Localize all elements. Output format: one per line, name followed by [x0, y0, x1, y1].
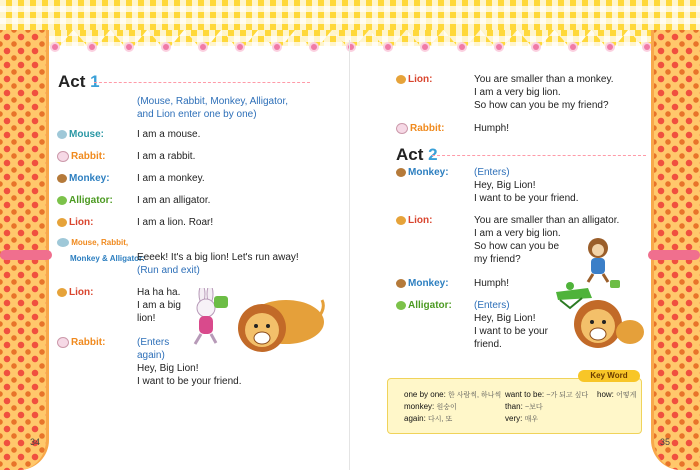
speaker-label: Rabbit: — [71, 151, 106, 162]
speaker-mouse — [57, 128, 104, 141]
rabbit-and-lion-illustration — [186, 288, 326, 368]
dialogue-line: lion! — [137, 313, 156, 324]
dialogue-line: I am a big — [137, 300, 181, 311]
speaker-label: Lion: — [69, 287, 94, 298]
speaker-alligator — [396, 299, 452, 312]
group-icon — [57, 238, 69, 247]
dialogue-line: So how can you be — [474, 241, 560, 252]
keyword-item — [505, 414, 538, 425]
speaker-label: Lion: — [408, 74, 433, 85]
keyword-term: very: — [505, 414, 523, 423]
act-2-rule — [432, 155, 646, 156]
lion-icon — [57, 218, 67, 227]
dialogue-line: Hey, Big Lion! — [474, 180, 536, 191]
alligator-icon — [396, 301, 406, 310]
flower-icon — [274, 44, 280, 50]
dialogue-line: I am a lion. Roar! — [137, 217, 214, 228]
monkey-icon — [57, 174, 67, 183]
dialogue-line: Eeeek! It's a big lion! Let's run away! — [137, 252, 299, 263]
speaker-label: Mouse, Rabbit, — [71, 238, 129, 247]
dialogue-line: friend. — [474, 339, 502, 350]
speaker-monkey — [396, 166, 449, 179]
flower-icon — [200, 44, 206, 50]
dialogue-line: I am a monkey. — [137, 173, 205, 184]
speaker-label: Monkey: — [408, 278, 449, 289]
speaker-label: Lion: — [408, 215, 433, 226]
dialogue-line: I want to be your — [474, 326, 548, 337]
flower-icon — [311, 44, 317, 50]
keyword-term: one by one: — [404, 390, 446, 399]
speaker-label: Alligator: — [69, 195, 113, 206]
flower-icon — [52, 44, 58, 50]
flower-icon — [570, 44, 576, 50]
dialogue-line: my friend? — [474, 254, 521, 265]
keyword-item — [597, 390, 636, 401]
act-number: 1 — [90, 72, 100, 91]
page-number: 34 — [30, 437, 41, 447]
keyword-item — [404, 390, 501, 401]
stage-direction: again) — [137, 350, 165, 361]
flower-icon — [496, 44, 502, 50]
mouse-icon — [57, 130, 67, 139]
speaker-label: Alligator: — [408, 300, 452, 311]
dialogue-line: Ha ha ha. — [137, 287, 181, 298]
speaker-label: Rabbit: — [410, 123, 445, 134]
keyword-meaning: 원숭이 — [436, 404, 457, 411]
act-label: Act — [396, 145, 424, 164]
keyword-meaning: 다시, 또 — [428, 416, 453, 423]
flower-icon — [422, 44, 428, 50]
keyword-term: want to be: — [505, 390, 545, 399]
speaker-label: Monkey: — [69, 173, 110, 184]
left-curtain-tie — [0, 250, 52, 260]
speaker-alligator — [57, 194, 113, 207]
keyword-item — [505, 402, 543, 413]
dialogue-line: I am an alligator. — [137, 195, 211, 206]
dialogue-line: I am a very big lion. — [474, 228, 561, 239]
keyword-term: than: — [505, 402, 523, 411]
flower-icon — [459, 44, 465, 50]
speaker-lion — [57, 216, 93, 229]
page-number: 35 — [660, 437, 671, 447]
speaker-monkey — [396, 277, 449, 290]
speaker-label: Monkey & Alligator: — [70, 254, 145, 263]
rabbit-icon — [57, 337, 69, 348]
dialogue-line: You are smaller than a monkey. — [474, 74, 614, 85]
dialogue-line: I am a mouse. — [137, 129, 201, 140]
dialogue-line: Hey, Big Lion! — [474, 313, 536, 324]
lion-icon — [396, 216, 406, 225]
flower-icon — [126, 44, 132, 50]
keyword-item — [404, 414, 452, 425]
dialogue-line: Humph! — [474, 278, 510, 289]
rabbit-icon — [396, 123, 408, 134]
lion-icon — [396, 75, 406, 84]
dialogue-line: So how can you be my friend? — [474, 100, 609, 111]
speaker-rabbit — [57, 150, 105, 163]
lion-icon — [57, 288, 67, 297]
dialogue-line: Hey, Big Lion! — [137, 363, 199, 374]
dialogue-line: I am a rabbit. — [137, 151, 196, 162]
flower-icon — [607, 44, 613, 50]
flower-icon — [237, 44, 243, 50]
flower-icon — [385, 44, 391, 50]
keyword-meaning: 매우 — [524, 416, 539, 423]
dialogue-line: I want to be your friend. — [474, 193, 579, 204]
flower-icon — [644, 44, 650, 50]
keyword-meaning: 어떻게 — [616, 392, 637, 399]
speaker-label: Mouse: — [69, 129, 104, 140]
keyword-title: Key Word — [578, 370, 640, 382]
dialogue-line: I want to be your friend. — [137, 376, 242, 387]
speaker-label: Rabbit: — [71, 337, 106, 348]
keyword-item — [404, 402, 457, 413]
monkey-icon — [396, 168, 406, 177]
flower-icon — [533, 44, 539, 50]
stage-direction: (Enters) — [474, 300, 510, 311]
stage-direction: (Run and exit) — [137, 265, 200, 276]
keyword-item — [505, 390, 588, 401]
speaker-group-line2 — [70, 252, 145, 265]
dialogue-line: You are smaller than an alligator. — [474, 215, 620, 226]
speaker-label: Monkey: — [408, 167, 449, 178]
keyword-meaning: ~보다 — [525, 404, 543, 411]
dialogue-line: Humph! — [474, 123, 510, 134]
flower-icon — [163, 44, 169, 50]
keyword-term: monkey: — [404, 402, 435, 411]
speaker-label: Lion: — [69, 217, 94, 228]
stage-direction: (Enters) — [474, 167, 510, 178]
right-curtain-tie — [648, 250, 700, 260]
act-label: Act — [58, 72, 86, 91]
monkey-icon — [396, 279, 406, 288]
act-1-rule — [94, 82, 310, 83]
keyword-meaning: 한 사람씩, 하나씩 — [448, 392, 502, 399]
monkey-alligator-lion-illustration — [548, 236, 648, 356]
keyword-term: again: — [404, 414, 426, 423]
speaker-monkey — [57, 172, 110, 185]
stage-direction: and Lion enter one by one) — [137, 109, 257, 120]
speaker-group — [57, 238, 128, 248]
flower-icon — [89, 44, 95, 50]
act-number: 2 — [428, 145, 438, 164]
speaker-lion — [396, 214, 432, 227]
speaker-rabbit — [57, 336, 105, 349]
speaker-rabbit — [396, 122, 444, 135]
page-spine — [349, 40, 350, 470]
rabbit-icon — [57, 151, 69, 162]
keyword-meaning: ~가 되고 싶다 — [546, 392, 589, 399]
speaker-lion — [396, 73, 432, 86]
dialogue-line: I am a very big lion. — [474, 87, 561, 98]
keyword-term: how: — [597, 390, 614, 399]
stage-direction: (Enters — [137, 337, 170, 348]
alligator-icon — [57, 196, 67, 205]
speaker-lion — [57, 286, 93, 299]
stage-direction: (Mouse, Rabbit, Monkey, Alligator, — [137, 96, 288, 107]
